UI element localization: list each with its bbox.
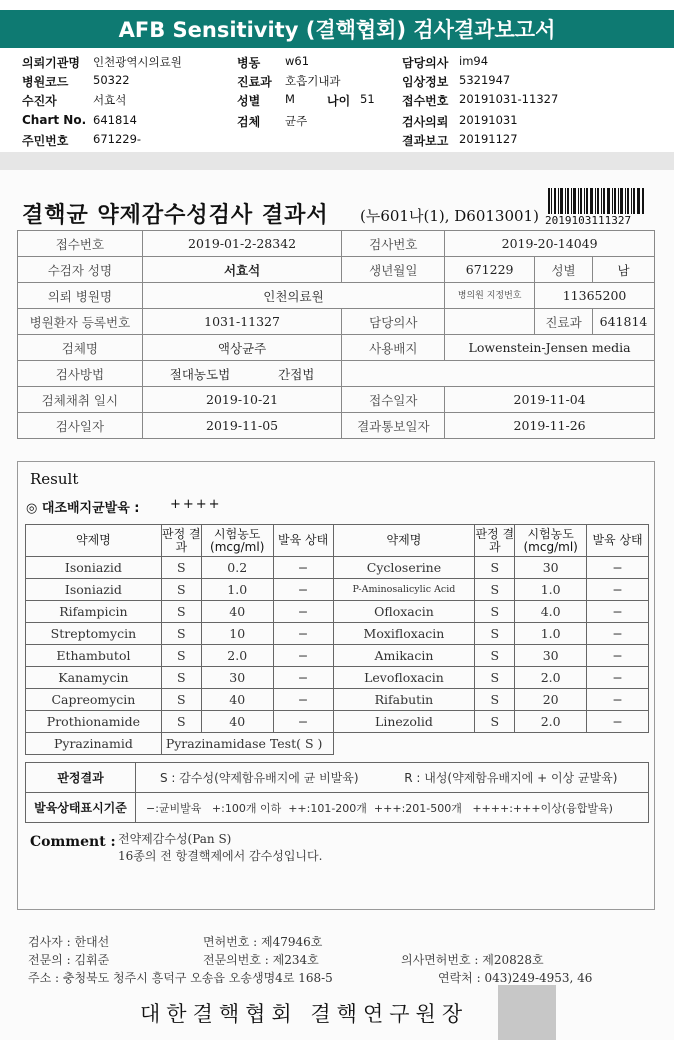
table-row <box>26 623 649 645</box>
reg-no: 2019-01-2-28342 <box>142 231 342 257</box>
col-header: 시험농도 (mcg/ml) <box>201 525 273 557</box>
legend-label: 판정결과 <box>26 763 136 793</box>
drug-growth: − <box>587 601 649 623</box>
request-label: 검사의뢰 <box>402 115 449 129</box>
drug-conc: 1.0 <box>515 623 587 645</box>
designated-no: 11365200 <box>535 283 655 309</box>
comment-text <box>118 831 322 865</box>
table-row <box>26 645 649 667</box>
cell-label: 검체명 <box>18 335 143 361</box>
empty-cell <box>342 361 655 387</box>
organization-name: 대한결핵협회 결핵연구원장 <box>140 1002 469 1026</box>
drug-name: Ofloxacin <box>333 601 475 623</box>
col-header: 발육 상태 <box>587 525 649 557</box>
drug-name: Prothionamide <box>26 711 162 733</box>
drug-conc: 20 <box>515 689 587 711</box>
patient-name: 서효석 <box>142 257 342 283</box>
age-label: 나이 <box>327 94 351 108</box>
result-title: Result <box>30 470 79 488</box>
drug-conc: 0.2 <box>201 557 273 579</box>
drug-result: S <box>475 645 515 667</box>
chart-value: 641814 <box>93 113 137 127</box>
col-header: 약제명 <box>26 525 162 557</box>
drug-name: Pyrazinamid <box>26 733 162 755</box>
medium-name: Lowenstein-Jensen media <box>445 335 655 361</box>
cell-label: 성별 <box>535 257 593 283</box>
patient-value: 서효석 <box>93 93 127 107</box>
separator-band <box>0 152 674 170</box>
test-no: 2019-20-14049 <box>445 231 655 257</box>
empty-cell <box>333 733 648 755</box>
drug-conc: 2.0 <box>515 711 587 733</box>
request-value: 20191031 <box>459 113 518 127</box>
comment-label: Comment : <box>30 834 116 850</box>
drug-name: Rifampicin <box>26 601 162 623</box>
report-title-bar <box>0 10 674 48</box>
cell-label: 사용배지 <box>342 335 445 361</box>
cell-label: 검사번호 <box>342 231 445 257</box>
method <box>142 361 342 387</box>
seal-stamp <box>498 985 556 1040</box>
drug-result: S <box>161 689 201 711</box>
address: 주소 : 충청북도 청주시 흥덕구 오송읍 오송생명4로 168-5 <box>28 971 333 985</box>
drug-result: S <box>161 601 201 623</box>
hospital-name: 인천의료원 <box>142 283 444 309</box>
specimen-label: 검체 <box>237 115 261 129</box>
col-header: 판정 결과 <box>161 525 201 557</box>
result-section <box>17 461 655 910</box>
table-row <box>26 601 649 623</box>
cell-label: 검사방법 <box>18 361 143 387</box>
drug-result: S <box>475 711 515 733</box>
drug-conc: 4.0 <box>515 601 587 623</box>
drug-growth: − <box>587 579 649 601</box>
col-header: 약제명 <box>333 525 475 557</box>
drug-growth: − <box>587 645 649 667</box>
drug-conc: 40 <box>201 689 273 711</box>
institution-label: 의뢰기관명 <box>22 56 80 70</box>
license-no: 면허번호 : 제47946호 <box>203 935 323 949</box>
legend-content <box>136 763 649 793</box>
dob: 671229 <box>445 257 535 283</box>
drug-growth: − <box>273 645 333 667</box>
drug-conc: 2.0 <box>201 645 273 667</box>
comment-line: 전약제감수성(Pan S) <box>118 832 232 846</box>
drug-name: Moxifloxacin <box>333 623 475 645</box>
dept-value: 호흡기내과 <box>285 74 341 88</box>
patient-label: 수진자 <box>22 94 57 108</box>
registration-table <box>17 230 655 439</box>
drug-conc: 1.0 <box>201 579 273 601</box>
comment-line: 16종의 전 항결핵제에서 감수성입니다. <box>118 849 323 863</box>
receive-date: 2019-11-04 <box>445 387 655 413</box>
specialist: 전문의 : 김휘준 <box>28 953 110 967</box>
hospital-code-value: 50322 <box>93 73 130 87</box>
clinical-value: 5321947 <box>459 73 511 87</box>
specimen-name: 액상균주 <box>142 335 342 361</box>
drug-growth: − <box>273 711 333 733</box>
drug-result: S <box>475 689 515 711</box>
reception-label: 접수번호 <box>402 94 449 108</box>
drug-result: S <box>161 557 201 579</box>
cell-label: 접수번호 <box>18 231 143 257</box>
drug-conc: 30 <box>201 667 273 689</box>
drug-name: Linezolid <box>333 711 475 733</box>
cell-label: 진료과 <box>535 309 593 335</box>
col-header: 발육 상태 <box>273 525 333 557</box>
cell-label: 결과통보일자 <box>342 413 445 439</box>
drug-conc: 2.0 <box>515 667 587 689</box>
dept-value: 641814 <box>593 309 655 335</box>
doctor-label: 담당의사 <box>402 56 449 70</box>
test-date: 2019-11-05 <box>142 413 342 439</box>
susceptibility-table <box>25 524 649 755</box>
drug-name: P-Aminosalicylic Acid <box>333 579 475 601</box>
drug-result: S <box>161 579 201 601</box>
drug-growth: − <box>273 623 333 645</box>
rrn-label: 주민번호 <box>22 134 69 148</box>
contact: 연락처 : 043)249-4953, 46 <box>438 971 593 985</box>
report-title: AFB Sensitivity (결핵협회) 검사결과보고서 <box>118 18 556 42</box>
table-row <box>26 733 649 755</box>
drug-name: Kanamycin <box>26 667 162 689</box>
drug-name: Isoniazid <box>26 579 162 601</box>
reception-value: 20191031-11327 <box>459 92 559 106</box>
drug-growth: − <box>587 667 649 689</box>
drug-name: Rifabutin <box>333 689 475 711</box>
sex: 남 <box>593 257 655 283</box>
drug-result: S <box>161 623 201 645</box>
cell-label: 수검자 성명 <box>18 257 143 283</box>
drug-growth: − <box>587 689 649 711</box>
barcode-icon <box>548 188 644 214</box>
ward-label: 병동 <box>237 56 261 70</box>
drug-conc: 40 <box>201 711 273 733</box>
drug-name: Levofloxacin <box>333 667 475 689</box>
table-row <box>26 667 649 689</box>
drug-result: S <box>161 667 201 689</box>
barcode-number: 2019103111327 <box>545 214 632 227</box>
legend-label: 발육상태표시기준 <box>26 793 136 823</box>
collect-date: 2019-10-21 <box>142 387 342 413</box>
drug-result: S <box>475 579 515 601</box>
drug-growth: − <box>587 623 649 645</box>
drug-growth: − <box>273 689 333 711</box>
cell-label: 병의원 지정번호 <box>445 283 535 309</box>
colony-value: ++++ <box>170 497 222 512</box>
drug-conc: 10 <box>201 623 273 645</box>
report-value: 20191127 <box>459 132 518 146</box>
drug-growth: − <box>587 557 649 579</box>
drug-result: S <box>475 667 515 689</box>
sex-value: M <box>285 92 295 106</box>
drug-growth: − <box>273 557 333 579</box>
report-label: 결과보고 <box>402 134 449 148</box>
clinical-label: 임상정보 <box>402 75 449 89</box>
institution-value: 인천광역시의료원 <box>93 55 182 69</box>
drug-result: S <box>161 711 201 733</box>
legend-susceptible: S : 감수성(약제함유배지에 균 비발육) <box>160 771 359 785</box>
cell-label: 검체채취 일시 <box>18 387 143 413</box>
drug-growth: − <box>273 667 333 689</box>
drug-result: S <box>475 557 515 579</box>
specimen-value: 균주 <box>285 114 308 128</box>
drug-name: Ethambutol <box>26 645 162 667</box>
cell-label: 검사일자 <box>18 413 143 439</box>
md-license-no: 의사면허번호 : 제20828호 <box>401 953 544 967</box>
drug-name: Streptomycin <box>26 623 162 645</box>
pza-test: Pyrazinamidase Test( S ) <box>161 733 333 755</box>
colony-label: ◎ 대조배지균발육 : <box>26 501 140 516</box>
specialist-no: 전문의번호 : 제234호 <box>203 953 319 967</box>
method-absolute: 절대농도법 <box>169 366 231 382</box>
examiner: 검사자 : 한대선 <box>28 935 110 949</box>
doc-code: (누601나(1), D6013001) <box>360 207 539 225</box>
cell-label: 생년월일 <box>342 257 445 283</box>
drug-name: Amikacin <box>333 645 475 667</box>
drug-name: Isoniazid <box>26 557 162 579</box>
chart-label: Chart No. <box>22 113 87 127</box>
drug-result: S <box>161 645 201 667</box>
age-value: 51 <box>360 92 375 106</box>
dept-label: 진료과 <box>237 75 272 89</box>
notify-date: 2019-11-26 <box>445 413 655 439</box>
drug-conc: 40 <box>201 601 273 623</box>
scanned-report <box>0 170 674 1040</box>
pt-reg-no: 1031-11327 <box>142 309 342 335</box>
cell-label: 병원환자 등록번호 <box>18 309 143 335</box>
hospital-code-label: 병원코드 <box>22 75 69 89</box>
col-header: 시험농도 (mcg/ml) <box>515 525 587 557</box>
doctor-value: im94 <box>459 54 489 68</box>
legend-growth: −:균비발육 +:100개 이하 ++:101-200개 +++:201-500개 ++++:+++이상(융합발육) <box>136 793 649 823</box>
drug-conc: 30 <box>515 557 587 579</box>
drug-growth: − <box>273 601 333 623</box>
cell-label: 접수일자 <box>342 387 445 413</box>
cell-label: 의뢰 병원명 <box>18 283 143 309</box>
legend-resistant: R : 내성(약제함유배지에 + 이상 균발육) <box>404 771 618 785</box>
drug-growth: − <box>273 579 333 601</box>
table-row <box>26 711 649 733</box>
legend-table <box>25 762 649 823</box>
drug-result: S <box>475 623 515 645</box>
table-row <box>26 689 649 711</box>
drug-conc: 30 <box>515 645 587 667</box>
sex-label: 성별 <box>237 94 261 108</box>
col-header: 판정 결과 <box>475 525 515 557</box>
drug-growth: − <box>587 711 649 733</box>
method-indirect: 간접법 <box>278 366 315 382</box>
ward-value: w61 <box>285 54 310 68</box>
drug-name: Cycloserine <box>333 557 475 579</box>
doc-title: 결핵균 약제감수성검사 결과서 <box>22 202 329 228</box>
doctor-name <box>445 309 535 335</box>
rrn-value: 671229- <box>93 132 142 146</box>
drug-conc: 1.0 <box>515 579 587 601</box>
cell-label: 담당의사 <box>342 309 445 335</box>
drug-result: S <box>475 601 515 623</box>
table-row <box>26 579 649 601</box>
drug-name: Capreomycin <box>26 689 162 711</box>
table-row <box>26 557 649 579</box>
